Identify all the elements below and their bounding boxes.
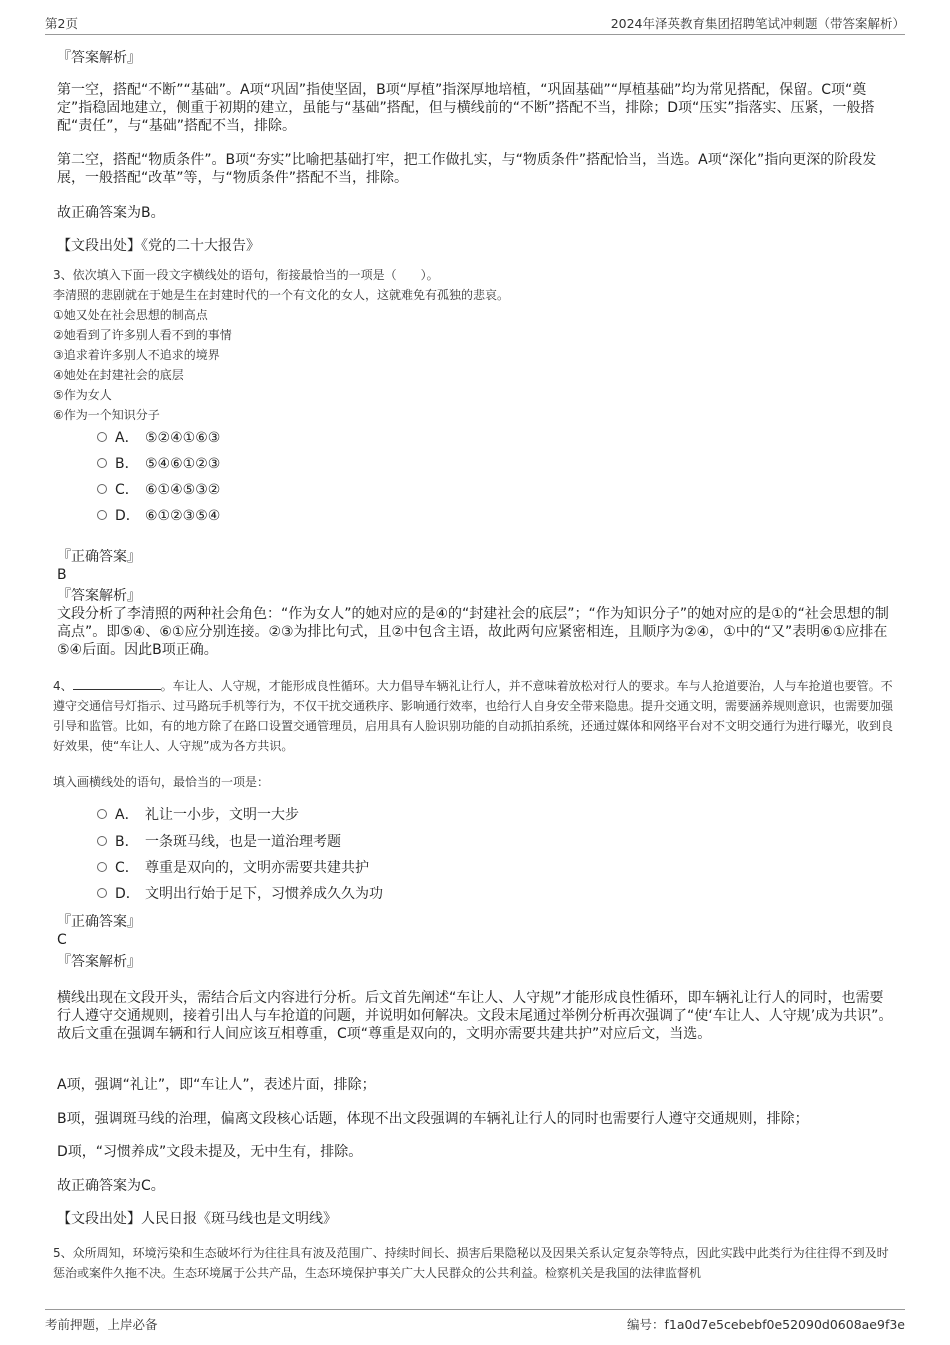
q3-answer-label: 『正确答案』 <box>57 549 141 565</box>
q4-analysis-para4: D项，“习惯养成”文段未提及，无中生有，排除。 <box>57 1144 363 1160</box>
q4-answer-label: 『正确答案』 <box>57 914 141 930</box>
q3-item-2: ②她看到了许多别人看不到的事情 <box>53 328 232 342</box>
radio-icon[interactable] <box>97 862 107 872</box>
q3-item-6: ⑥作为一个知识分子 <box>53 408 160 422</box>
q4-prompt: 填入画横线处的语句，最恰当的一项是： <box>53 775 270 789</box>
q4-option-c[interactable]: C． 尊重是双向的，文明亦需要共建共护 <box>97 859 369 877</box>
q4-source: 【文段出处】人民日报《斑马线也是文明线》 <box>57 1211 337 1227</box>
q3-item-5: ⑤作为女人 <box>53 388 112 402</box>
q2-source: 【文段出处】《党的二十大报告》 <box>57 238 260 254</box>
document-title: 2024年泽英教育集团招聘笔试冲刺题（带答案解析） <box>610 16 905 31</box>
q3-item-3: ③追求着许多别人不追求的境界 <box>53 348 220 362</box>
q4-analysis-para3: B项，强调斑马线的治理，偏离文段核心话题，体现不出文段强调的车辆礼让行人的同时也需要行人遵守交通规则，排除； <box>57 1111 809 1127</box>
header-divider <box>45 34 905 35</box>
q2-analysis-para2: 第二空，搭配“物质条件”。B项“夯实”比喻把基础打牢，把工作做扎实，与“物质条件”搭配恰当，当选。A项“深化”指向更深的阶段发展，一般搭配“改革”等，与“物质条件”搭配不当，排除。 <box>57 152 877 186</box>
q3-passage: 李清照的悲剧就在于她是生在封建时代的一个有文化的女人，这就难免有孤独的悲哀。 <box>53 288 510 302</box>
q2-conclusion: 故正确答案为B。 <box>57 205 165 221</box>
q3-option-b[interactable]: B． ⑤④⑥①②③ <box>97 455 220 473</box>
q4-option-a[interactable]: A． 礼让一小步，文明一大步 <box>97 806 299 824</box>
q3-item-1: ①她又处在社会思想的制高点 <box>53 308 208 322</box>
radio-icon[interactable] <box>97 836 107 846</box>
q4-analysis-para2: A项，强调“礼让”，即“车让人”，表述片面，排除； <box>57 1077 376 1093</box>
radio-icon[interactable] <box>97 888 107 898</box>
q3-option-d[interactable]: D． ⑥①②③⑤④ <box>97 507 220 525</box>
radio-icon[interactable] <box>97 432 107 442</box>
blank-line <box>73 677 161 690</box>
q3-analysis-label: 『答案解析』 <box>57 588 141 604</box>
radio-icon[interactable] <box>97 484 107 494</box>
q2-analysis-para1: 第一空，搭配“不断”“基础”。A项“巩固”指使坚固，B项“厚植”指深厚地培植，“巩固基础”“厚植基础”均为常见搭配，保留。C项“奠定”指稳固地建立，侧重于初期的建立，虽能与“基础”搭配，但与横线前的“不断”搭配不当，排除；D项“压实”指落实、压紧，一般搭配“责任”，与“基础”搭配不当，排除。 <box>57 82 875 134</box>
q5-stem: 5、众所周知，环境污染和生态破坏行为往往具有波及范围广、持续时间长、损害后果隐秘以及因果关系认定复杂等特点，因此实践中此类行为往往得不到及时惩治或案件久拖不决。生态环境属于公共产品，生态环境保护事关广大人民群众的公共利益。检察机关是我国的法律监督机 <box>53 1246 889 1280</box>
document-id: 编号：f1a0d7e5cebebf0e52090d0608ae9f3e <box>626 1317 905 1332</box>
q4-analysis-para1: 横线出现在文段开头，需结合后文内容进行分析。后文首先阐述“车让人、人守规”才能形成良性循环，即车辆礼让行人的同时，也需要行人遵守交通规则，接着引出人与车抢道的问题，并说明如何解决。文段末尾通过举例分析再次强调了“使‘车让人、人守规’成为共识”。故后文重在强调车辆和行人间应该互相尊重，C项“尊重是双向的，文明亦需要共建共护”对应后文，当选。 <box>57 990 893 1042</box>
q3-analysis: 文段分析了李清照的两种社会角色：“作为女人”的她对应的是④的“封建社会的底层”；“作为知识分子”的她对应的是①的“社会思想的制高点”。即⑤④、⑥①应分别连接。②③为排比句式，且②中包含主语，故此两句应紧密相连，且顺序为②④，①中的“又”表明⑥①应排在⑤④后面。因此B项正确。 <box>57 606 889 658</box>
q4-conclusion: 故正确答案为C。 <box>57 1178 165 1194</box>
radio-icon[interactable] <box>97 809 107 819</box>
footer-divider <box>45 1309 905 1310</box>
radio-icon[interactable] <box>97 458 107 468</box>
q3-item-4: ④她处在封建社会的底层 <box>53 368 184 382</box>
q4-option-d[interactable]: D． 文明出行始于足下，习惯养成久久为功 <box>97 885 383 903</box>
q4-analysis-label: 『答案解析』 <box>57 954 141 970</box>
page-header <box>0 0 950 36</box>
q3-stem: 3、依次填入下面一段文字横线处的语句，衔接最恰当的一项是（ ）。 <box>53 268 439 282</box>
q3-answer: B <box>57 567 67 583</box>
q4-answer: C <box>57 932 67 948</box>
q3-option-c[interactable]: C． ⑥①④⑤③② <box>97 481 220 499</box>
page-number: 第2页 <box>45 16 78 31</box>
q4-option-b[interactable]: B． 一条斑马线，也是一道治理考题 <box>97 833 341 851</box>
radio-icon[interactable] <box>97 510 107 520</box>
q2-analysis-label: 『答案解析』 <box>57 50 141 66</box>
q3-option-a[interactable]: A． ⑤②④①⑥③ <box>97 429 220 447</box>
q4-stem: 4、 。车让人、人守规，才能形成良性循环。大力倡导车辆礼让行人，并不意味着放松对行人的要求。车与人抢道要治，人与车抢道也要管。不遵守交通信号灯指示、过马路玩手机等行为，不仅干扰交通秩序、影响通行效率，也给行人自身安全带来隐患。提升交通文明，需要涵养规则意识，也需要加强引导和监管。比如，有的地方除了在路口设置交通管理员，启用具有人脸识别功能的自动抓拍系统，还通过媒体和网络平台对不文明交通行为进行曝光，收到良好效果，使“车让人、人守规”成为各方共识。 <box>53 679 894 753</box>
footer-slogan: 考前押题，上岸必备 <box>45 1317 158 1332</box>
